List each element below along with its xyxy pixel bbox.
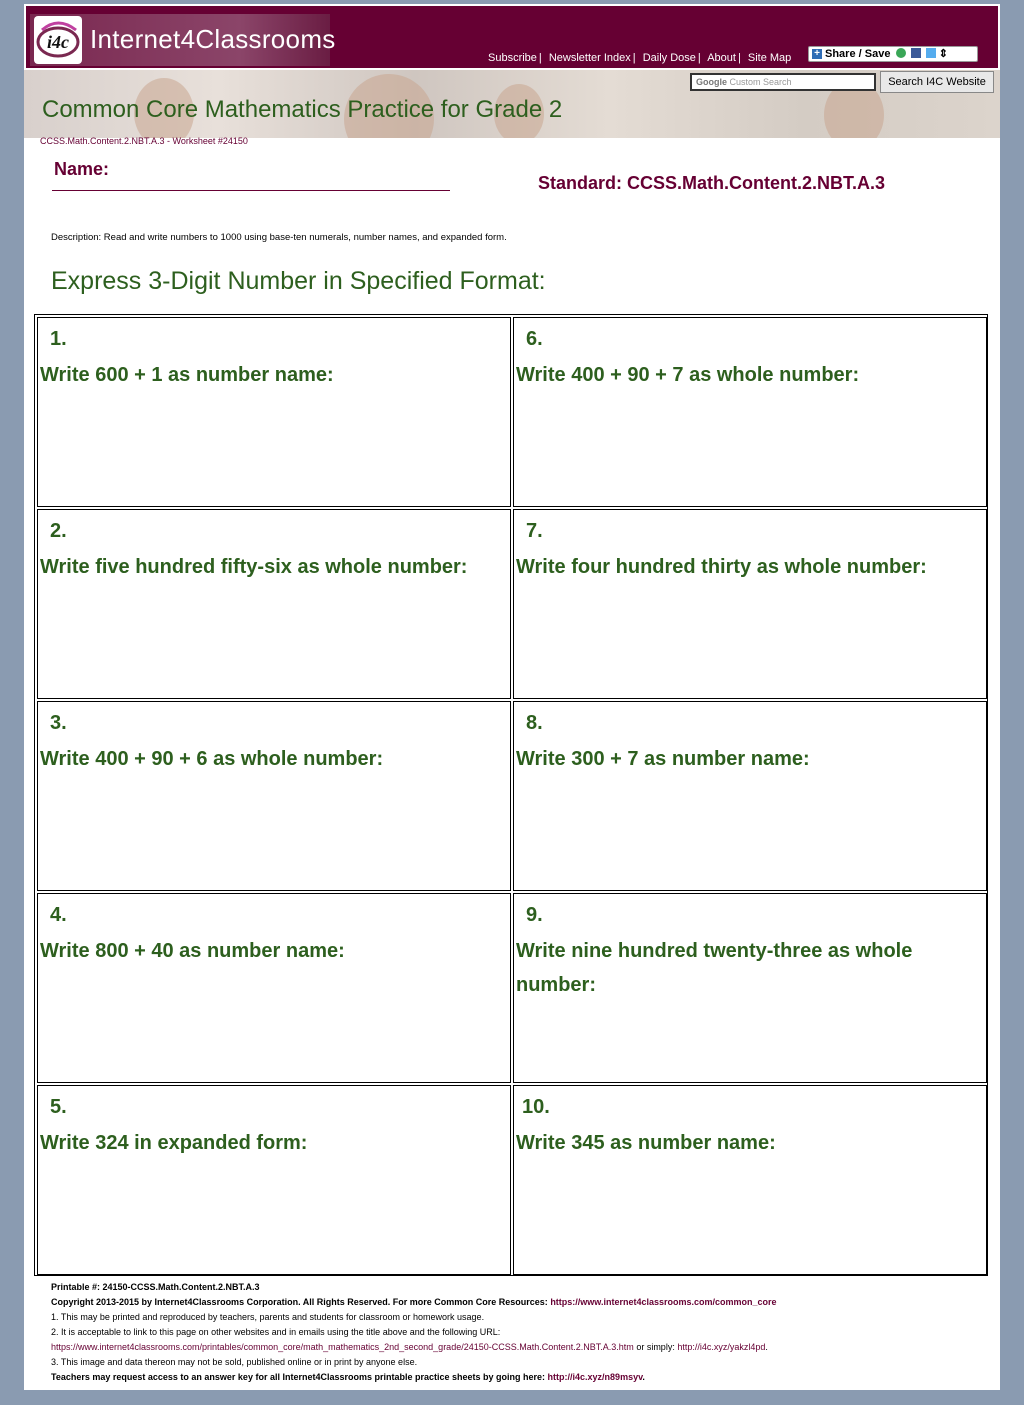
- question-cell-4: [37, 893, 511, 1083]
- common-core-link[interactable]: https://www.internet4classrooms.com/common_core: [550, 1297, 777, 1307]
- question-text: Write 600 + 1 as number name:: [40, 364, 334, 386]
- facebook-icon: [911, 48, 921, 58]
- share-plus-icon: +: [812, 49, 822, 59]
- question-text: Write five hundred fifty-six as whole number:: [40, 556, 468, 578]
- i4c-logo-icon: [34, 16, 82, 64]
- question-number: 3.: [50, 712, 67, 734]
- question-cell-6: [513, 317, 987, 507]
- question-cell-9: [513, 893, 987, 1083]
- search-placeholder: Custom Search: [729, 77, 792, 87]
- site-logo[interactable]: [30, 14, 336, 66]
- question-number: 6.: [526, 328, 543, 350]
- question-cell-1: [37, 317, 511, 507]
- site-header: [24, 4, 1000, 70]
- question-text: Write 324 in expanded form:: [40, 1132, 308, 1154]
- page-title: Common Core Mathematics Practice for Grade 2: [42, 96, 563, 123]
- search-button[interactable]: Search I4C Website: [880, 71, 994, 93]
- search-input[interactable]: [690, 73, 876, 91]
- question-cell-2: [37, 509, 511, 699]
- question-number: 10.: [522, 1096, 550, 1118]
- usage-note-3: 3. This image and data thereon may not be sold, published online or in print by anyone else.: [51, 1357, 418, 1367]
- twitter-icon: [926, 48, 936, 58]
- worksheet-footer: [51, 1280, 991, 1385]
- answer-key-text: Teachers may request access to an answer key for all Internet4Classrooms printable practice sheets by going here:: [51, 1372, 546, 1382]
- nav-newsletter-index[interactable]: Newsletter Index: [548, 52, 631, 64]
- worksheet-id: CCSS.Math.Content.2.NBT.A.3 - Worksheet #24150: [40, 136, 248, 146]
- answer-key-link[interactable]: http://i4c.xyz/n89msyv: [547, 1372, 643, 1382]
- usage-note-1: 1. This may be printed and reproduced by teachers, parents and students for classroom or homework usage.: [51, 1312, 485, 1322]
- question-cell-8: [513, 701, 987, 891]
- printable-number: Printable #: 24150-CCSS.Math.Content.2.NBT.A.3: [51, 1282, 260, 1292]
- questions-grid: [34, 314, 988, 1276]
- question-cell-10: [513, 1085, 987, 1275]
- question-text: Write nine hundred twenty-three as whole number:: [516, 940, 913, 996]
- question-cell-7: [513, 509, 987, 699]
- question-text: Write 400 + 90 + 6 as whole number:: [40, 748, 384, 770]
- short-url-link[interactable]: http://i4c.xyz/yakzl4pd: [677, 1342, 766, 1352]
- question-text: Write 400 + 90 + 7 as whole number:: [516, 364, 860, 386]
- full-url-link[interactable]: https://www.internet4classrooms.com/printables/common_core/math_mathematics_2nd_second_grade/24150-CCSS.Math.Content.2.NBT.A.3.htm: [51, 1342, 634, 1352]
- question-number: 2.: [50, 520, 67, 542]
- name-label: Name:: [54, 159, 110, 179]
- top-navigation: Subscribe | Newsletter Index | Daily Dose | About | Site Map: [488, 52, 792, 64]
- question-cell-5: [37, 1085, 511, 1275]
- url-or-text: or simply:: [636, 1342, 675, 1352]
- question-number: 5.: [50, 1096, 67, 1118]
- section-title: Express 3-Digit Number in Specified Format:: [51, 267, 546, 295]
- share-save-button[interactable]: [808, 46, 978, 62]
- question-number: 7.: [526, 520, 543, 542]
- question-text: Write four hundred thirty as whole number:: [516, 556, 927, 578]
- question-number: 4.: [50, 904, 67, 926]
- question-text: Write 300 + 7 as number name:: [516, 748, 810, 770]
- answer-key-line: Teachers may request access to an answer key for all Internet4Classrooms printable practice sheets by going here: http://i4c.xyz/n89msyv.: [51, 1372, 645, 1382]
- header-banner: [24, 70, 1000, 138]
- name-write-line: [52, 190, 450, 191]
- standard-label: Standard: CCSS.Math.Content.2.NBT.A.3: [538, 173, 886, 193]
- question-number: 8.: [526, 712, 543, 734]
- question-cell-3: [37, 701, 511, 891]
- question-text: Write 800 + 40 as number name:: [40, 940, 345, 962]
- logo-icon-text: i4c: [47, 32, 69, 52]
- worksheet-page: [24, 4, 1000, 1390]
- share-green-icon: [896, 48, 906, 58]
- copyright-line: [51, 1295, 991, 1310]
- chevron-updown-icon: ⇕: [938, 48, 948, 60]
- nav-about[interactable]: About: [707, 52, 736, 64]
- question-number: 9.: [526, 904, 543, 926]
- google-brand: Google: [696, 77, 727, 87]
- nav-daily-dose[interactable]: Daily Dose: [642, 52, 696, 64]
- question-number: 1.: [50, 328, 67, 350]
- usage-note-2: 2. It is acceptable to link to this page on other websites and in emails using the title above and the following URL:: [51, 1327, 501, 1337]
- question-text: Write 345 as number name:: [516, 1132, 776, 1154]
- url-line: https://www.internet4classrooms.com/printables/common_core/math_mathematics_2nd_second_grade/24150-CCSS.Math.Content.2.NBT.A.3.htm or simply: http://i4c.xyz/yakzl4pd.: [51, 1342, 768, 1352]
- nav-subscribe[interactable]: Subscribe: [488, 52, 537, 64]
- worksheet-description: Description: Read and write numbers to 1000 using base-ten numerals, number names, and expanded form.: [51, 232, 507, 243]
- logo-text: Internet4Classrooms: [90, 24, 336, 54]
- share-label: Share / Save: [825, 48, 891, 60]
- copyright-text: Copyright 2013-2015 by Internet4Classrooms Corporation. All Rights Reserved. For more Common Core Resources:: [51, 1297, 548, 1307]
- nav-site-map[interactable]: Site Map: [747, 52, 792, 64]
